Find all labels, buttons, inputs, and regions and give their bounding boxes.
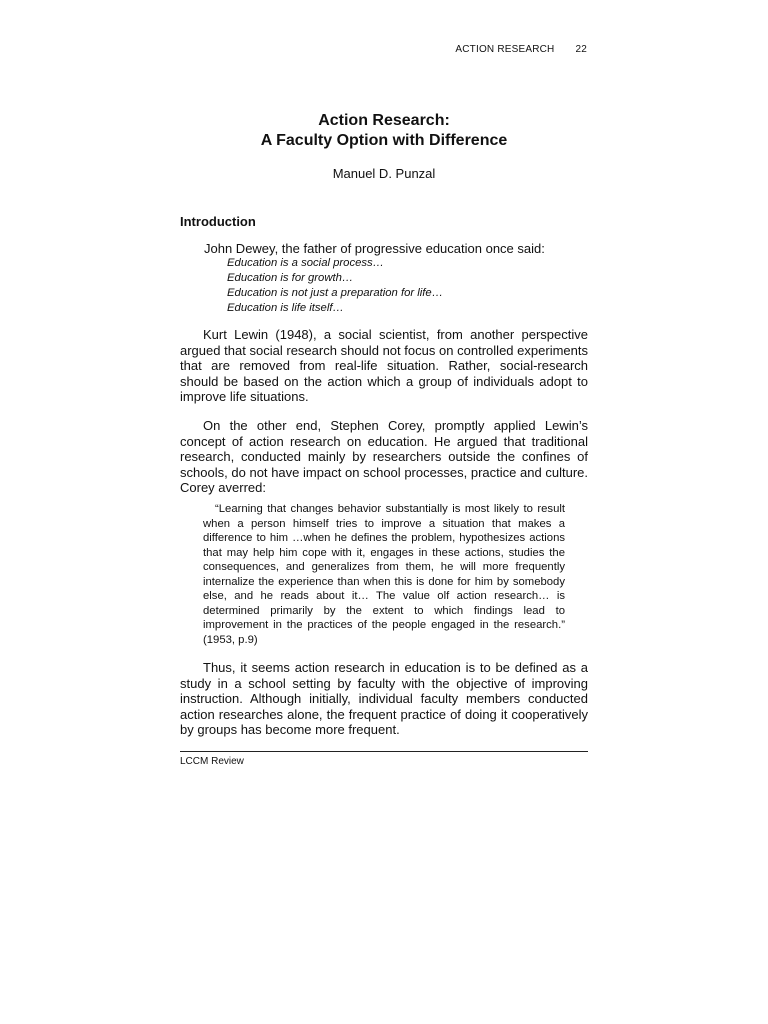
paragraph-corey: On the other end, Stephen Corey, promptly applied Lewin’s concept of action research on education. He argued that traditional research, conducted mainly by researchers outside the confines of schools, do not have impact on school processes, practice and culture. Corey averred: bbox=[180, 418, 588, 496]
running-head-title: ACTION RESEARCH bbox=[455, 44, 555, 55]
paragraph-lewin-container bbox=[180, 327, 588, 405]
paragraph-corey-container bbox=[180, 418, 588, 496]
page-number: 22 bbox=[575, 44, 587, 55]
footer-divider bbox=[180, 751, 588, 752]
article-title-line-1: Action Research: bbox=[318, 112, 450, 129]
author-name: Manuel D. Punzal bbox=[332, 166, 436, 181]
block-quote: “Learning that changes behavior substantially is most likely to result when a person himself tries to improve a situation that makes a difference to him …when he defines the problem, hypothesizes actions that may help him cope with it, engages in these actions, studies the consequences, and generalizes from them, he will more frequently internalize the experience than when this is done for him by somebody else, and he reads about it… The value olf action research… is determined primarily by the extent to which findings lead to improvement in the practices of the people engaged in the research.” (1953, p.9) bbox=[203, 503, 565, 646]
running-head bbox=[455, 44, 587, 55]
epigraph-line: Education is not just a preparation for life… bbox=[227, 287, 444, 299]
paragraph-lewin: Kurt Lewin (1948), a social scientist, from another perspective argued that social research should not focus on controlled experiments that are removed from real-life situation. Rather, social-research should be based on the action which a group of individuals adopt to improve life situations. bbox=[180, 327, 588, 405]
footer-text: LCCM Review bbox=[180, 756, 244, 767]
article-title bbox=[0, 111, 768, 151]
paragraph-thus-container bbox=[180, 660, 588, 738]
epigraph-line: Education is for growth… bbox=[227, 272, 354, 284]
article-title-line-2: A Faculty Option with Difference bbox=[260, 132, 508, 149]
intro-line: John Dewey, the father of progressive education once said: bbox=[204, 241, 545, 256]
section-heading: Introduction bbox=[180, 214, 256, 229]
epigraph-line: Education is life itself… bbox=[227, 302, 344, 314]
paragraph-thus: Thus, it seems action research in education is to be defined as a study in a school setting by faculty with the objective of improving instruction. Although initially, individual faculty members conducted action researches alone, the frequent practice of doing it cooperatively by groups has become more frequent. bbox=[180, 660, 588, 738]
epigraph-line: Education is a social process… bbox=[227, 257, 384, 269]
epigraph bbox=[227, 256, 443, 316]
